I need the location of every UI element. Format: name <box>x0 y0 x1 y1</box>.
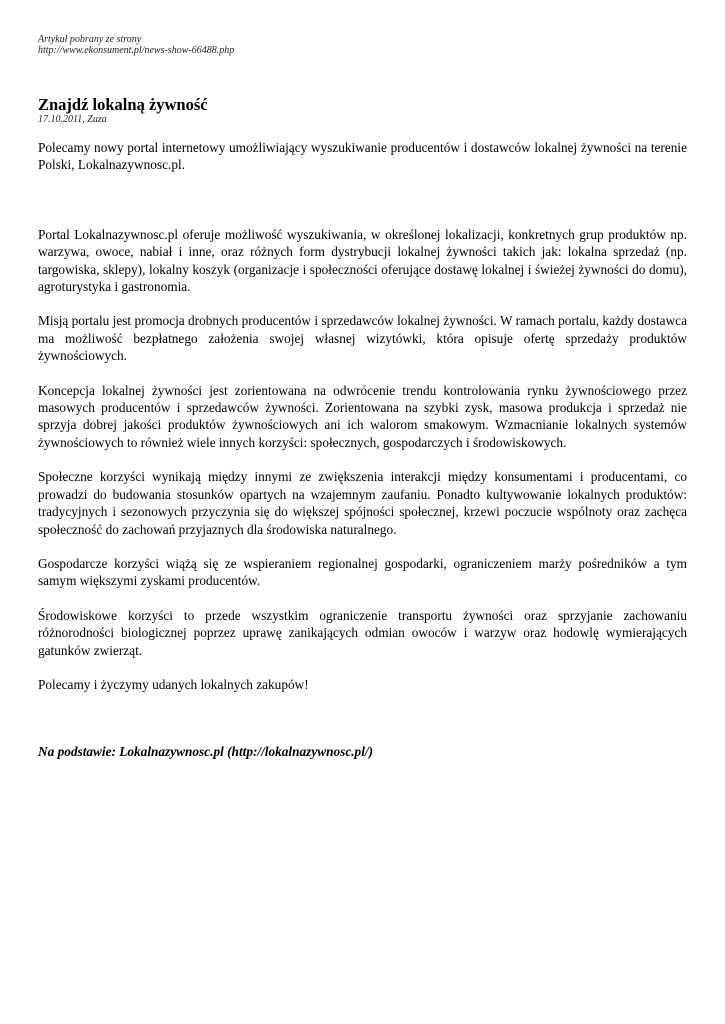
source-url: http://www.ekonsument.pl/news-show-66488.php <box>38 45 235 56</box>
paragraph-intro: Polecamy nowy portal internetowy umożliwiający wyszukiwanie producentów i dostawców lokalnej żywności na terenie Polski, Lokalnazywnosc.pl. <box>38 140 687 173</box>
source-label: Artykuł pobrany ze strony <box>38 34 142 45</box>
article-date-author: 17.10.2011, Zuza <box>38 114 107 125</box>
document-page <box>38 34 687 761</box>
paragraph-portal: Portal Lokalnazywnosc.pl oferuje możliwość wyszukiwania, w określonej lokalizacji, konkretnych grup produktów np. warzywa, owoce, nabiał i inne, oraz różnych form dystrybucji lokalnej żywności takich jak: lokalna sprzedaż (np. targowiska, sklepy), lokalny koszyk (organizacje i społeczności oferujące dostawę lokalnej i świeżej żywności do domu), agroturystyka i gastronomia. <box>38 226 687 295</box>
source-note <box>38 34 687 56</box>
paragraph-mission: Misją portalu jest promocja drobnych producentów i sprzedawców lokalnej żywności. W ramach portalu, każdy dostawca ma możliwość bezpłatnego założenia swojej własnej wizytówki, która opisuje ofertę sprzedaży produktów żywnościowych. <box>38 313 687 364</box>
paragraph-closing: Polecamy i życzymy udanych lokalnych zakupów! <box>38 676 309 692</box>
article-source-footer: Na podstawie: Lokalnazywnosc.pl (http://lokalnazywnosc.pl/) <box>38 744 374 760</box>
paragraph-environmental: Środowiskowe korzyści to przede wszystkim ograniczenie transportu żywności oraz sprzyjanie zachowaniu różnorodności biologicznej poprzez uprawę zanikających odmian owoców i warzyw oraz hodowlę wymierających gatunków zwierząt. <box>38 607 687 658</box>
article-title: Znajdź lokalną żywność <box>38 95 208 114</box>
paragraph-social: Społeczne korzyści wynikają między innymi ze zwiększenia interakcji między konsumentami i producentami, co prowadzi do budowania stosunków opartych na wzajemnym zaufaniu. Ponadto kultywowanie lokalnych produktów: tradycyjnych i sezonowych przyczynia się do większej spójności społecznej, krzewi poczucie wspólnoty oraz zachęca społeczność do zachowań przyjaznych dla środowiska naturalnego. <box>38 469 687 537</box>
paragraph-concept: Koncepcja lokalnej żywności jest zorientowana na odwrócenie trendu kontrolowania rynku żywnościowego przez masowych producentów i sprzedawców żywności. Zorientowana na szybki zysk, masowa produkcja i sprzedaż nie sprzyja dobrej jakości produktów żywnościowych ani ich walorom smakowym. Wzmacnianie lokalnych systemów żywnościowych to również wiele innych korzyści: społecznych, gospodarczych i środowiskowych. <box>38 382 687 450</box>
paragraph-economic: Gospodarcze korzyści wiążą się ze wspieraniem regionalnej gospodarki, ograniczeniem marży pośredników a tym samym większymi zyskami producentów. <box>38 555 687 589</box>
